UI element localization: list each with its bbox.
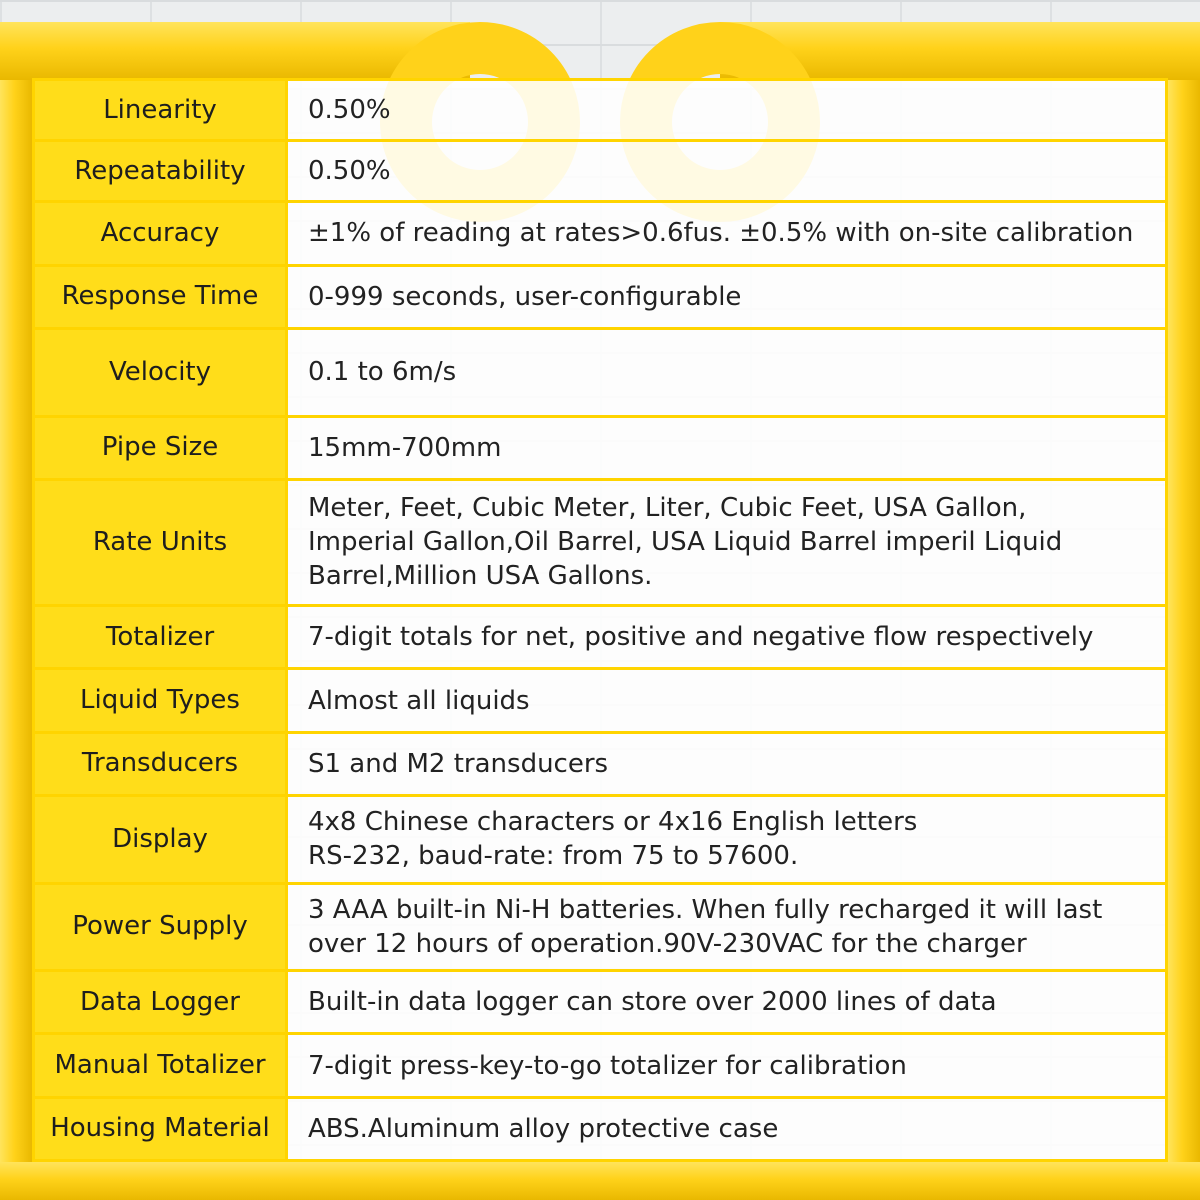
spec-label: Liquid Types: [34, 669, 287, 732]
spec-row: [34, 328, 1167, 416]
spec-value-line: Barrel,Million USA Gallons.: [308, 561, 653, 592]
spec-value: [287, 328, 1167, 416]
spec-value-line: 7-digit press-key-to-go totalizer for calibration: [308, 1050, 907, 1081]
spec-value: [287, 1034, 1167, 1097]
pipe-left-vertical: [0, 80, 32, 1200]
spec-value-line: Built-in data logger can store over 2000 lines of data: [308, 987, 997, 1018]
spec-value: [287, 202, 1167, 265]
spec-label: Pipe Size: [34, 416, 287, 479]
spec-row: [34, 1034, 1167, 1097]
spec-row: [34, 479, 1167, 605]
spec-row: [34, 202, 1167, 265]
spec-value-line: RS-232, baud-rate: from 75 to 57600.: [308, 841, 799, 872]
spec-row: [34, 80, 1167, 141]
spec-value: [287, 416, 1167, 479]
spec-value-line: Imperial Gallon,Oil Barrel, USA Liquid Barrel imperil Liquid: [308, 527, 1063, 558]
spec-value-line: 15mm-700mm: [308, 432, 502, 463]
spec-table: [32, 78, 1168, 1162]
pipe-bottom: [0, 1162, 1200, 1200]
spec-value: [287, 606, 1167, 669]
spec-label: Rate Units: [34, 479, 287, 605]
spec-label: Totalizer: [34, 606, 287, 669]
spec-value: [287, 141, 1167, 202]
pipe-right-vertical: [1168, 80, 1200, 1200]
spec-value: [287, 1097, 1167, 1160]
spec-value-line: 0.50%: [308, 156, 391, 187]
spec-label: Linearity: [34, 80, 287, 141]
spec-value-line: 0-999 seconds, user-configurable: [308, 281, 742, 312]
spec-row: [34, 141, 1167, 202]
spec-value-line: 0.1 to 6m/s: [308, 357, 457, 388]
spec-value-line: 0.50%: [308, 95, 391, 126]
spec-label: Housing Material: [34, 1097, 287, 1160]
spec-row: [34, 732, 1167, 795]
spec-label: Display: [34, 795, 287, 883]
spec-row: [34, 971, 1167, 1034]
spec-value: [287, 479, 1167, 605]
spec-label: Data Logger: [34, 971, 287, 1034]
spec-row: [34, 265, 1167, 328]
spec-row: [34, 669, 1167, 732]
spec-value-line: S1 and M2 transducers: [308, 748, 609, 779]
spec-row: [34, 416, 1167, 479]
spec-label: Accuracy: [34, 202, 287, 265]
spec-label: Transducers: [34, 732, 287, 795]
spec-table-body: [34, 80, 1167, 1161]
spec-label: Manual Totalizer: [34, 1034, 287, 1097]
spec-row: [34, 795, 1167, 883]
spec-value: [287, 732, 1167, 795]
spec-value-line: Almost all liquids: [308, 685, 530, 716]
spec-row: [34, 606, 1167, 669]
spec-label: Repeatability: [34, 141, 287, 202]
spec-value-line: Meter, Feet, Cubic Meter, Liter, Cubic Feet, USA Gallon,: [308, 493, 1027, 524]
spec-value-line: 4x8 Chinese characters or 4x16 English letters: [308, 807, 918, 838]
spec-value: [287, 971, 1167, 1034]
spec-value-line: ABS.Aluminum alloy protective case: [308, 1113, 779, 1144]
spec-value: [287, 80, 1167, 141]
spec-value-line: ±1% of reading at rates>0.6fus. ±0.5% with on-site calibration: [308, 218, 1134, 249]
spec-label: Power Supply: [34, 883, 287, 971]
spec-label: Response Time: [34, 265, 287, 328]
spec-value-line: over 12 hours of operation.90V-230VAC for the charger: [308, 928, 1027, 959]
spec-value: [287, 669, 1167, 732]
spec-value-line: 7-digit totals for net, positive and negative flow respectively: [308, 622, 1094, 653]
spec-value: [287, 265, 1167, 328]
spec-value: [287, 795, 1167, 883]
spec-row: [34, 1097, 1167, 1160]
spec-value: [287, 883, 1167, 971]
spec-label: Velocity: [34, 328, 287, 416]
spec-value-line: 3 AAA built-in Ni-H batteries. When fully recharged it will last: [308, 894, 1103, 925]
spec-row: [34, 883, 1167, 971]
